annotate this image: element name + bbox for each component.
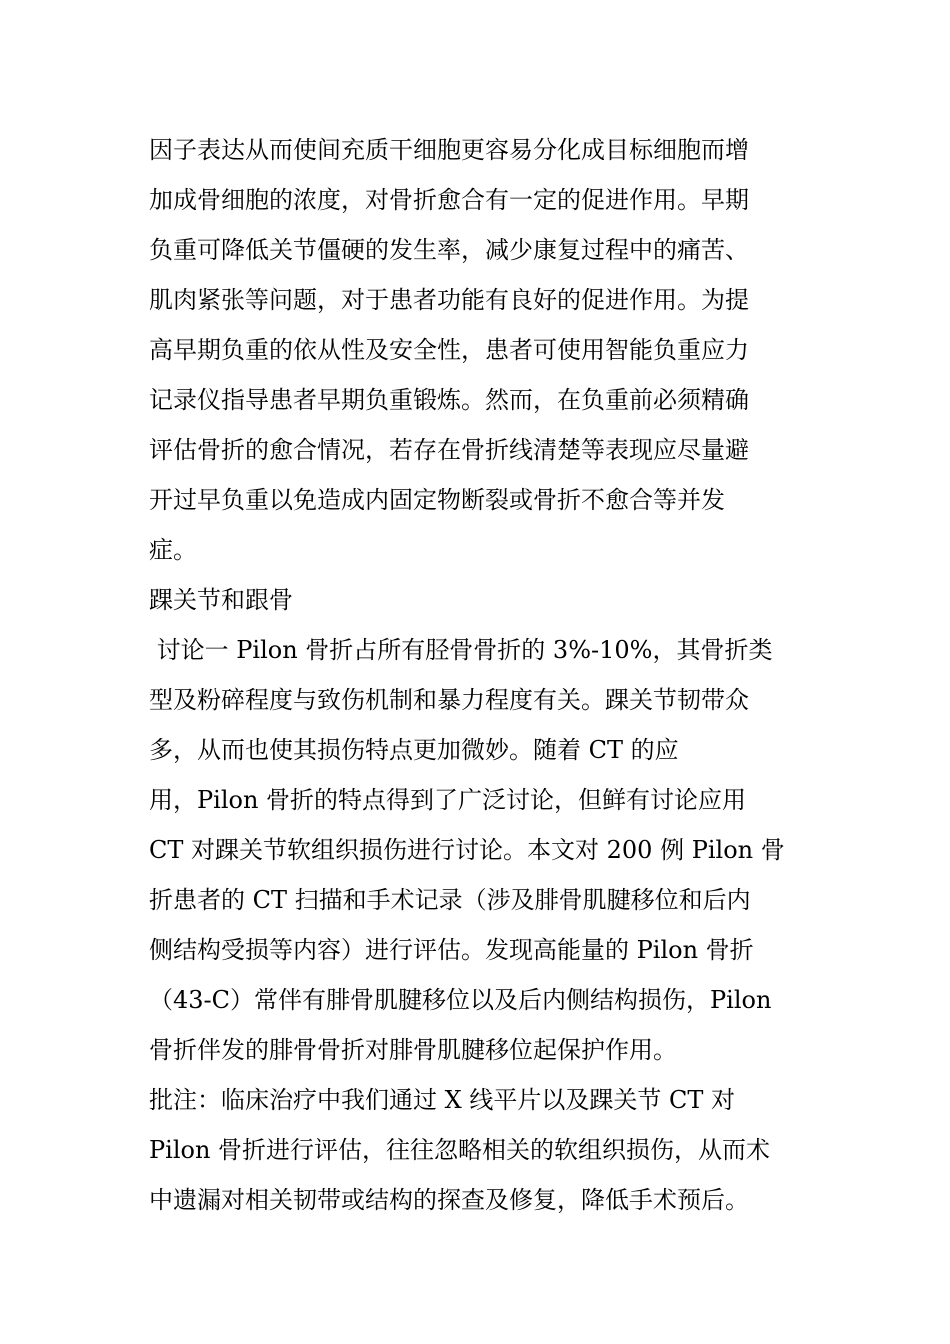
text-line: 记录仪指导患者早期负重锻炼。然而，在负重前必须精确 — [149, 386, 749, 414]
annotation-line: 批注：临床治疗中我们通过 X 线平片以及踝关节 CT 对 — [149, 1086, 735, 1114]
annotation-line: Pilon 骨折进行评估，往往忽略相关的软组织损伤，从而术 — [149, 1136, 771, 1164]
text-line: 负重可降低关节僵硬的发生率，减少康复过程中的痛苦、 — [149, 236, 749, 264]
text-line: 评估骨折的愈合情况，若存在骨折线清楚等表现应尽量避 — [149, 436, 749, 464]
text-line: 多，从而也使其损伤特点更加微妙。随着 CT 的应 — [149, 736, 679, 764]
text-line: 型及粉碎程度与致伤机制和暴力程度有关。踝关节韧带众 — [149, 686, 749, 714]
text-line: 高早期负重的依从性及安全性，患者可使用智能负重应力 — [149, 336, 749, 364]
annotation-line: 中遗漏对相关韧带或结构的探查及修复，降低手术预后。 — [149, 1186, 749, 1214]
text-line: 讨论一 Pilon 骨折占所有胫骨骨折的 3%-10%，其骨折类 — [149, 636, 773, 664]
section-heading: 踝关节和跟骨 — [149, 586, 293, 614]
text-line: 症。 — [149, 536, 197, 564]
text-line: 因子表达从而使间充质干细胞更容易分化成目标细胞而增 — [149, 136, 749, 164]
text-line: 侧结构受损等内容）进行评估。发现高能量的 Pilon 骨折 — [149, 936, 754, 964]
text-line: 肌肉紧张等问题，对于患者功能有良好的促进作用。为提 — [149, 286, 749, 314]
text-line: 骨折伴发的腓骨骨折对腓骨肌腱移位起保护作用。 — [149, 1036, 677, 1064]
text-line: 开过早负重以免造成内固定物断裂或骨折不愈合等并发 — [149, 486, 725, 514]
text-line: 加成骨细胞的浓度，对骨折愈合有一定的促进作用。早期 — [149, 186, 749, 214]
text-line: 折患者的 CT 扫描和手术记录（涉及腓骨肌腱移位和后内 — [149, 886, 751, 914]
text-line: （43-C）常伴有腓骨肌腱移位以及后内侧结构损伤，Pilon — [149, 986, 772, 1014]
text-line: 用，Pilon 骨折的特点得到了广泛讨论，但鲜有讨论应用 — [149, 786, 747, 814]
text-line: CT 对踝关节软组织损伤进行讨论。本文对 200 例 Pilon 骨 — [149, 836, 785, 864]
